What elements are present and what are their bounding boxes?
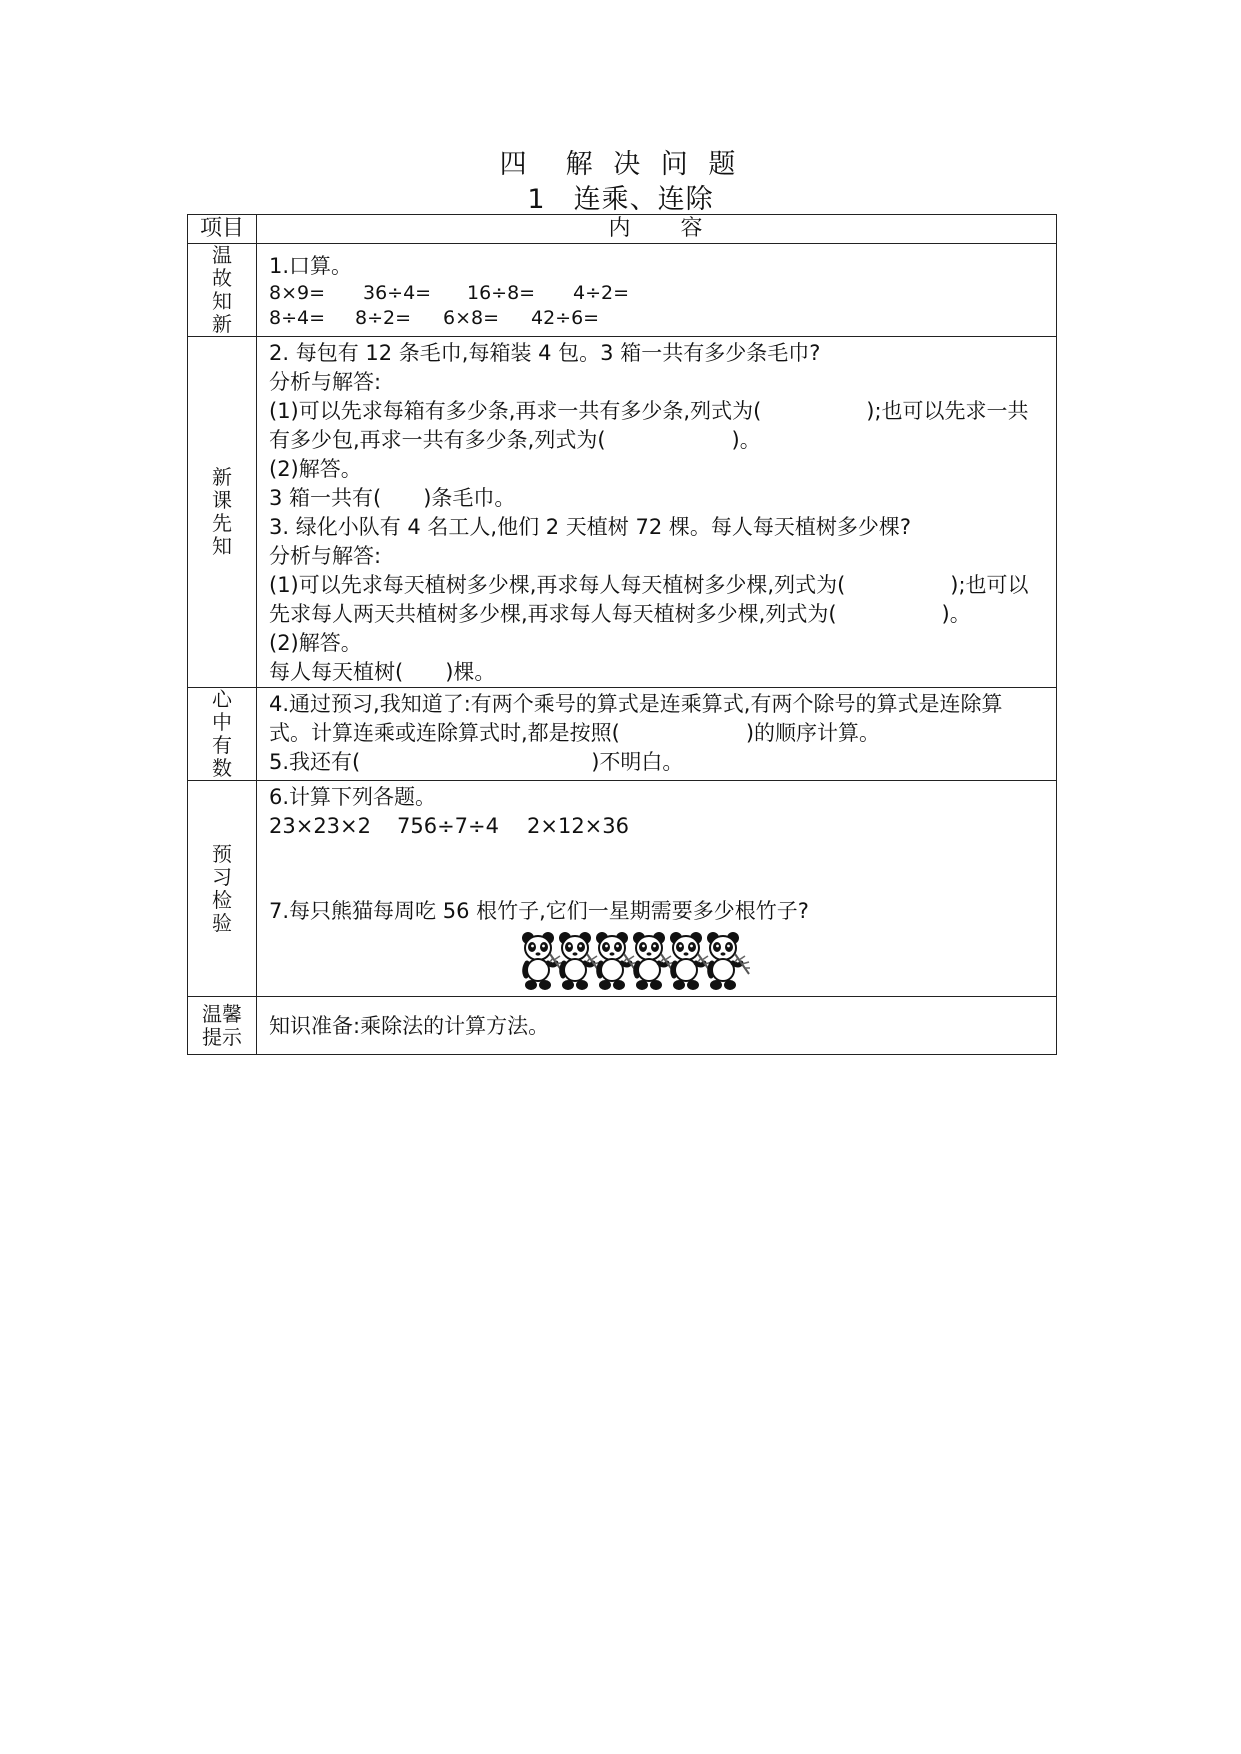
q2-analysis: 分析与解答: xyxy=(269,370,382,394)
panda-icon xyxy=(705,930,751,992)
q4-text: 4.通过预习,我知道了:有两个乘号的算式是连乘算式,有两个除号的算式是连除算式。计算连乘或连除算式时,都是按照( )的顺序计算。 xyxy=(269,692,1003,745)
header-item: 项目 xyxy=(188,215,257,244)
preview-content xyxy=(257,337,1057,688)
preview-row xyxy=(188,337,1057,688)
tips-row xyxy=(188,997,1057,1055)
oral-row-2 xyxy=(269,306,1044,331)
oral-expr: 36÷4= xyxy=(363,282,432,304)
q3-answer: 每人每天植树( )棵。 xyxy=(269,660,496,684)
q3-step1: (1)可以先求每天植树多少棵,再求每人每天植树多少棵,列式为( );也可以先求每人两天共植树多少棵,再求每人每天植树多少棵,列式为( )。 xyxy=(269,573,1029,626)
review-content xyxy=(257,244,1057,337)
q2-step2: (2)解答。 xyxy=(269,457,362,481)
check-label xyxy=(188,781,257,997)
oral-expr: 8×9= xyxy=(269,282,326,304)
tips-text: 知识准备:乘除法的计算方法。 xyxy=(269,1014,550,1038)
reflect-label xyxy=(188,688,257,781)
oral-expr: 8÷2= xyxy=(355,307,412,329)
oral-expr: 16÷8= xyxy=(467,282,536,304)
calc-expr: 756÷7÷4 xyxy=(397,814,499,838)
panda-illustration xyxy=(269,926,1044,996)
calc-expr: 2×12×36 xyxy=(527,814,629,838)
q2-answer: 3 箱一共有( )条毛巾。 xyxy=(269,486,516,510)
tips-label xyxy=(188,997,257,1055)
reflect-row xyxy=(188,688,1057,781)
reflect-content xyxy=(257,688,1057,781)
q5-text: 5.我还有( )不明白。 xyxy=(269,750,684,774)
chapter-title: 四 解 决 问 题 xyxy=(499,149,742,180)
q6-exprs xyxy=(269,812,1044,841)
q2-text: 2. 每包有 12 条毛巾,每箱装 4 包。3 箱一共有多少条毛巾? xyxy=(269,341,821,365)
q6-title: 6.计算下列各题。 xyxy=(269,785,437,809)
header-content: 内 容 xyxy=(257,215,1057,244)
calc-expr: 23×23×2 xyxy=(269,814,371,838)
check-content xyxy=(257,781,1057,997)
q3-text: 3. 绿化小队有 4 名工人,他们 2 天植树 72 棵。每人每天植树多少棵? xyxy=(269,515,912,539)
oral-expr: 4÷2= xyxy=(573,282,630,304)
q3-step2: (2)解答。 xyxy=(269,631,362,655)
worksheet-table xyxy=(187,214,1057,1055)
q2-step1: (1)可以先求每箱有多少条,再求一共有多少条,列式为( );也可以先求一共有多少包,再求一共有多少条,列式为( )。 xyxy=(269,399,1029,452)
preview-label xyxy=(188,337,257,688)
oral-expr: 6×8= xyxy=(443,307,500,329)
preview-label-text: 新课先知 xyxy=(212,465,232,558)
table-header-row xyxy=(188,215,1057,244)
oral-expr: 42÷6= xyxy=(531,307,600,329)
reflect-label-text: 心中有数 xyxy=(212,687,232,780)
q1-title: 1.口算。 xyxy=(269,254,353,278)
review-row xyxy=(188,244,1057,337)
review-label xyxy=(188,244,257,337)
oral-row-1 xyxy=(269,281,1044,306)
check-label-text: 预习检验 xyxy=(212,841,232,935)
lesson-title: 1 连乘、连除 xyxy=(527,184,714,215)
check-row xyxy=(188,781,1057,997)
oral-expr: 8÷4= xyxy=(269,307,326,329)
review-label-text: 温故知新 xyxy=(212,243,232,336)
tips-content xyxy=(257,997,1057,1055)
q7-text: 7.每只熊猫每周吃 56 根竹子,它们一星期需要多少根竹子? xyxy=(269,899,809,923)
tips-label-text: 温馨提示 xyxy=(202,1001,242,1049)
q3-analysis: 分析与解答: xyxy=(269,544,382,568)
